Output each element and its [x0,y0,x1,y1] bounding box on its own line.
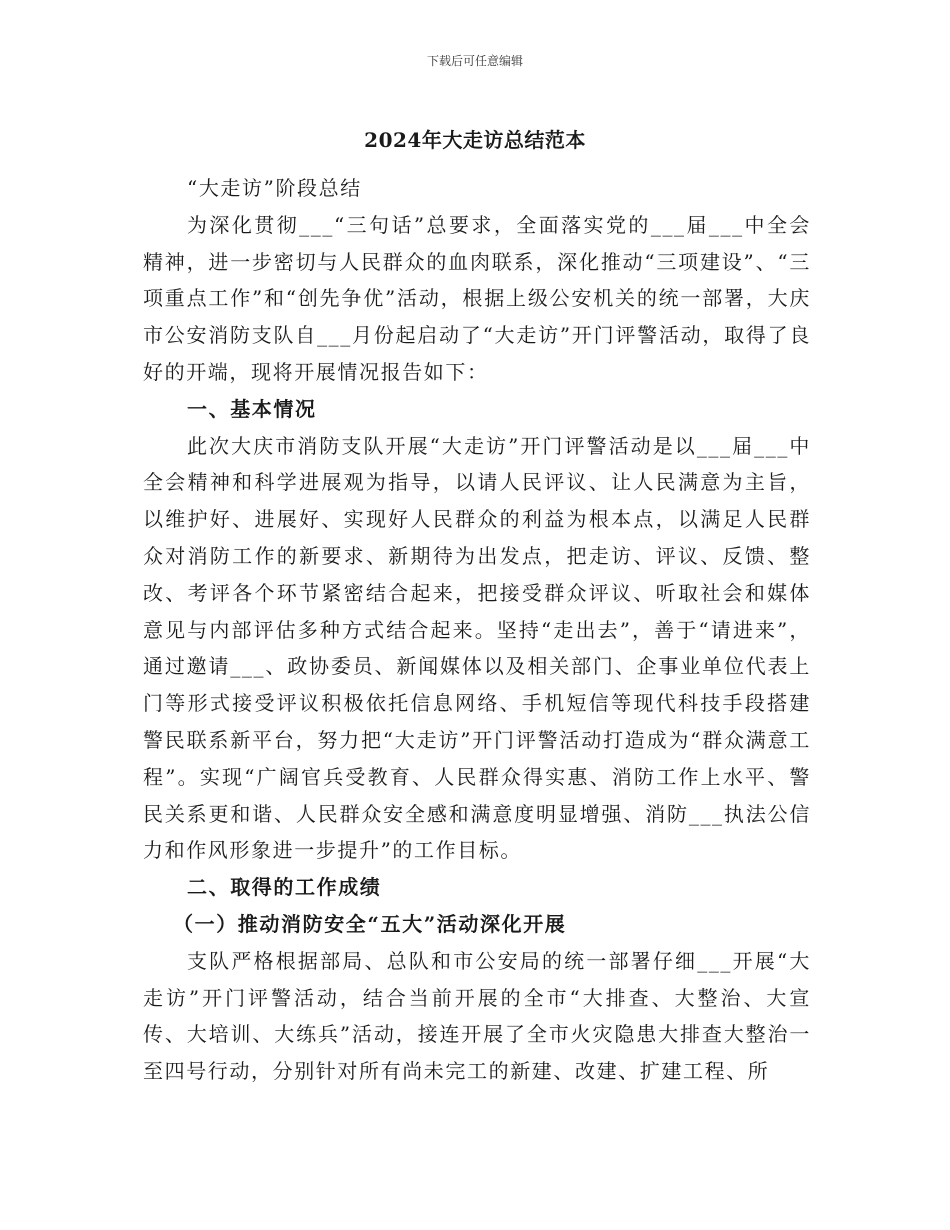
paragraph-five-activities: 支队严格根据部局、总队和市公安局的统一部署仔细___开展“大走访”开门评警活动，结合当前开展的全市“大排查、大整治、大宣传、大培训、大练兵”活动，接连开展了全市火灾隐患大排查大整治一至四号行动，分别针对所有尚未完工的新建、改建、扩建工程、所 [143,948,811,1084]
subsection-heading-five-activities: （一）推动消防安全“五大”活动深化开展 [173,911,567,936]
document-body [143,170,811,1090]
paragraph-intro: 为深化贯彻___“三句话”总要求，全面落实党的___届___中全会精神，进一步密切与人民群众的血肉联系，深化推动“三项建设”、“三项重点工作”和“创先争优”活动，根据上级公安机关的统一部署，大庆市公安消防支队自___月份起启动了“大走访”开门评警活动，取得了良好的开端，现将开展情况报告如下： [143,212,811,384]
page-header-note: 下载后可任意编辑 [426,54,523,68]
section-heading-basic: 一、基本情况 [187,396,317,421]
paragraph-stage-summary: “大走访”阶段总结 [187,176,362,200]
section-heading-achievements: 二、取得的工作成绩 [187,875,382,900]
document-title: 2024年大走访总结范本 [364,128,586,152]
paragraph-basic-situation: 此次大庆市消防支队开展“大走访”开门评警活动是以___届___中全会精神和科学进展观为指导，以请人民评议、让人民满意为主旨，以维护好、进展好、实现好人民群众的利益为根本点，以满足人民群众对消防工作的新要求、新期待为出发点，把走访、评议、反馈、整改、考评各个环节紧密结合起来，把接受群众评议、听取社会和媒体意见与内部评估多种方式结合起来。坚持“走出去”，善于“请进来”，通过邀请___、政协委员、新闻媒体以及相关部门、企事业单位代表上门等形式接受评议积极依托信息网络、手机短信等现代科技手段搭建警民联系新平台，努力把“大走访”开门评警活动打造成为“群众满意工程”。实现“广阔官兵受教育、人民群众得实惠、消防工作上水平、警民关系更和谐、人民群众安全感和满意度明显增强、消防___执法公信力和作风形象进一步提升”的工作目标。 [143,433,811,863]
